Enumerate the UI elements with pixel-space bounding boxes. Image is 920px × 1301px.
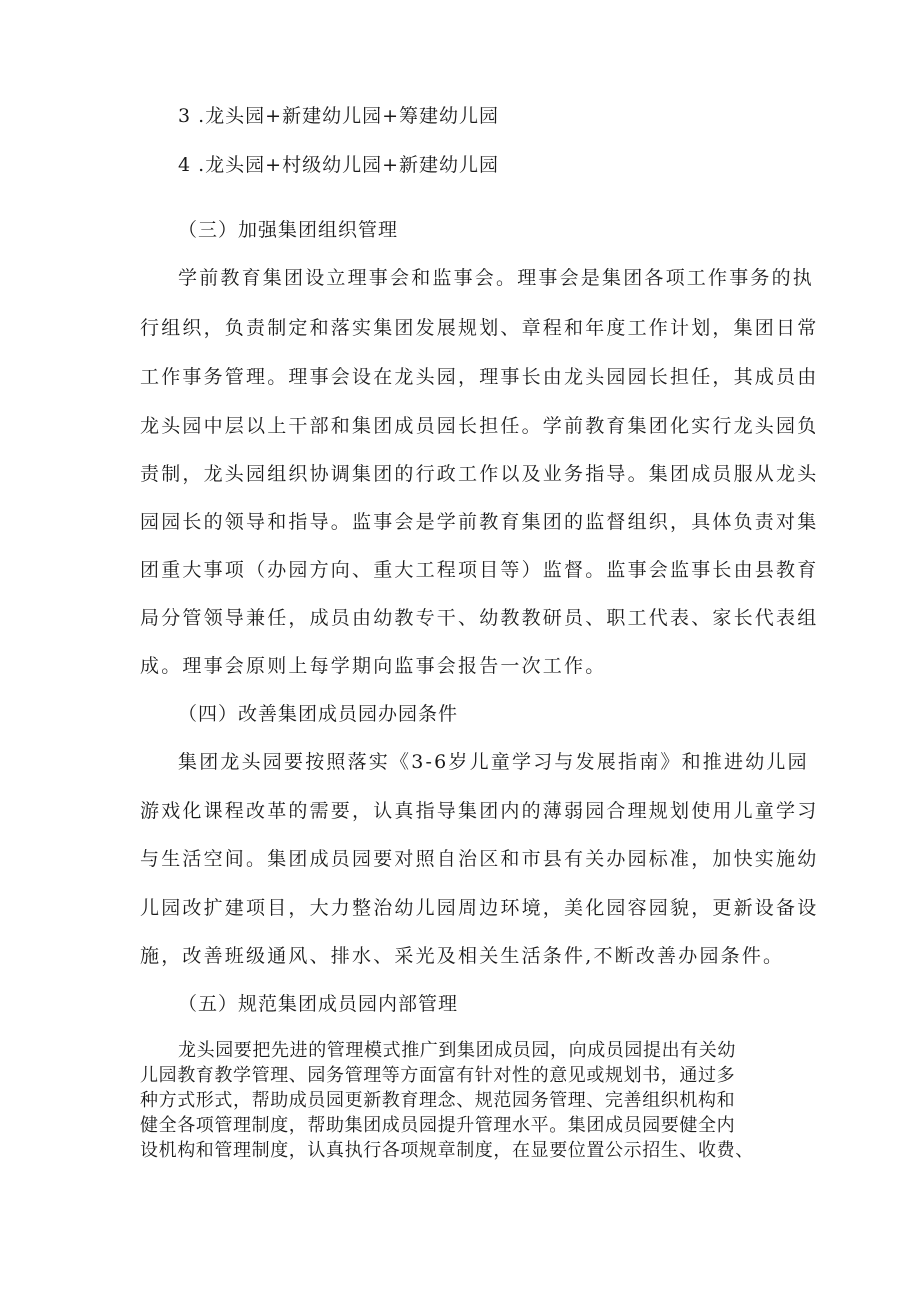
section-3-paragraph-line: 学前教育集团设立理事会和监事会。理事会是集团各项工作事务的执: [178, 267, 815, 289]
section-4-paragraph-line: 游戏化课程改革的需要，认真指导集团内的薄弱园合理规划使用儿童学习: [140, 800, 819, 822]
section-4-paragraph-line: 集团龙头园要按照落实《3-6岁儿童学习与发展指南》和推进幼儿园: [178, 751, 809, 773]
section-5-heading: （五）规范集团成员园内部管理: [178, 993, 459, 1015]
section-4-heading: （四）改善集团成员园办园条件: [178, 703, 459, 725]
section-5-paragraph-line: 设机构和管理制度，认真执行各项规章制度，在显要位置公示招生、收费、: [140, 1140, 754, 1161]
section-3-paragraph-line: 局分管领导兼任，成员由幼教专干、幼教教研员、职工代表、家长代表组: [140, 607, 819, 629]
list-item-4: 4 .龙头园+村级幼儿园+新建幼儿园: [178, 154, 500, 176]
section-5-paragraph-line: 健全各项管理制度，帮助集团成员园提升管理水平。集团成员园要健全内: [140, 1115, 736, 1136]
section-5-paragraph-line: 儿园教育教学管理、园务管理等方面富有针对性的意见或规划书，通过多: [140, 1065, 736, 1086]
section-3-paragraph-line: 龙头园中层以上干部和集团成员园长担任。学前教育集团化实行龙头园负: [140, 415, 819, 437]
section-3-paragraph-line: 行组织，负责制定和落实集团发展规划、章程和年度工作计划，集团日常: [140, 317, 819, 339]
section-3-paragraph-line: 责制，龙头园组织协调集团的行政工作以及业务指导。集团成员服从龙头: [140, 463, 819, 485]
section-5-paragraph-line: 龙头园要把先进的管理模式推广到集团成员园，向成员园提出有关幼: [178, 1040, 736, 1061]
section-4-paragraph-line: 与生活空间。集团成员园要对照自治区和市县有关办园标准，加快实施幼: [140, 848, 819, 870]
section-3-paragraph-line: 工作事务管理。理事会设在龙头园，理事长由龙头园园长担任，其成员由: [140, 366, 819, 388]
section-5-paragraph-line: 种方式形式，帮助成员园更新教育理念、规范园务管理、完善组织机构和: [140, 1090, 736, 1111]
section-3-heading: （三）加强集团组织管理: [178, 219, 399, 241]
section-4-paragraph-line: 施，改善班级通风、排水、采光及相关生活条件,不断改善办园条件。: [140, 945, 785, 967]
list-item-3: 3 .龙头园+新建幼儿园+筹建幼儿园: [178, 105, 500, 127]
section-3-paragraph-line: 园园长的领导和指导。监事会是学前教育集团的监督组织，具体负责对集: [140, 511, 819, 533]
section-4-paragraph-line: 儿园改扩建项目，大力整治幼儿园周边环境，美化园容园貌，更新设备设: [140, 897, 819, 919]
section-3-paragraph-line: 团重大事项（办园方向、重大工程项目等）监督。监事会监事长由县教育: [140, 559, 819, 581]
section-3-paragraph-line: 成。理事会原则上每学期向监事会报告一次工作。: [140, 655, 607, 677]
